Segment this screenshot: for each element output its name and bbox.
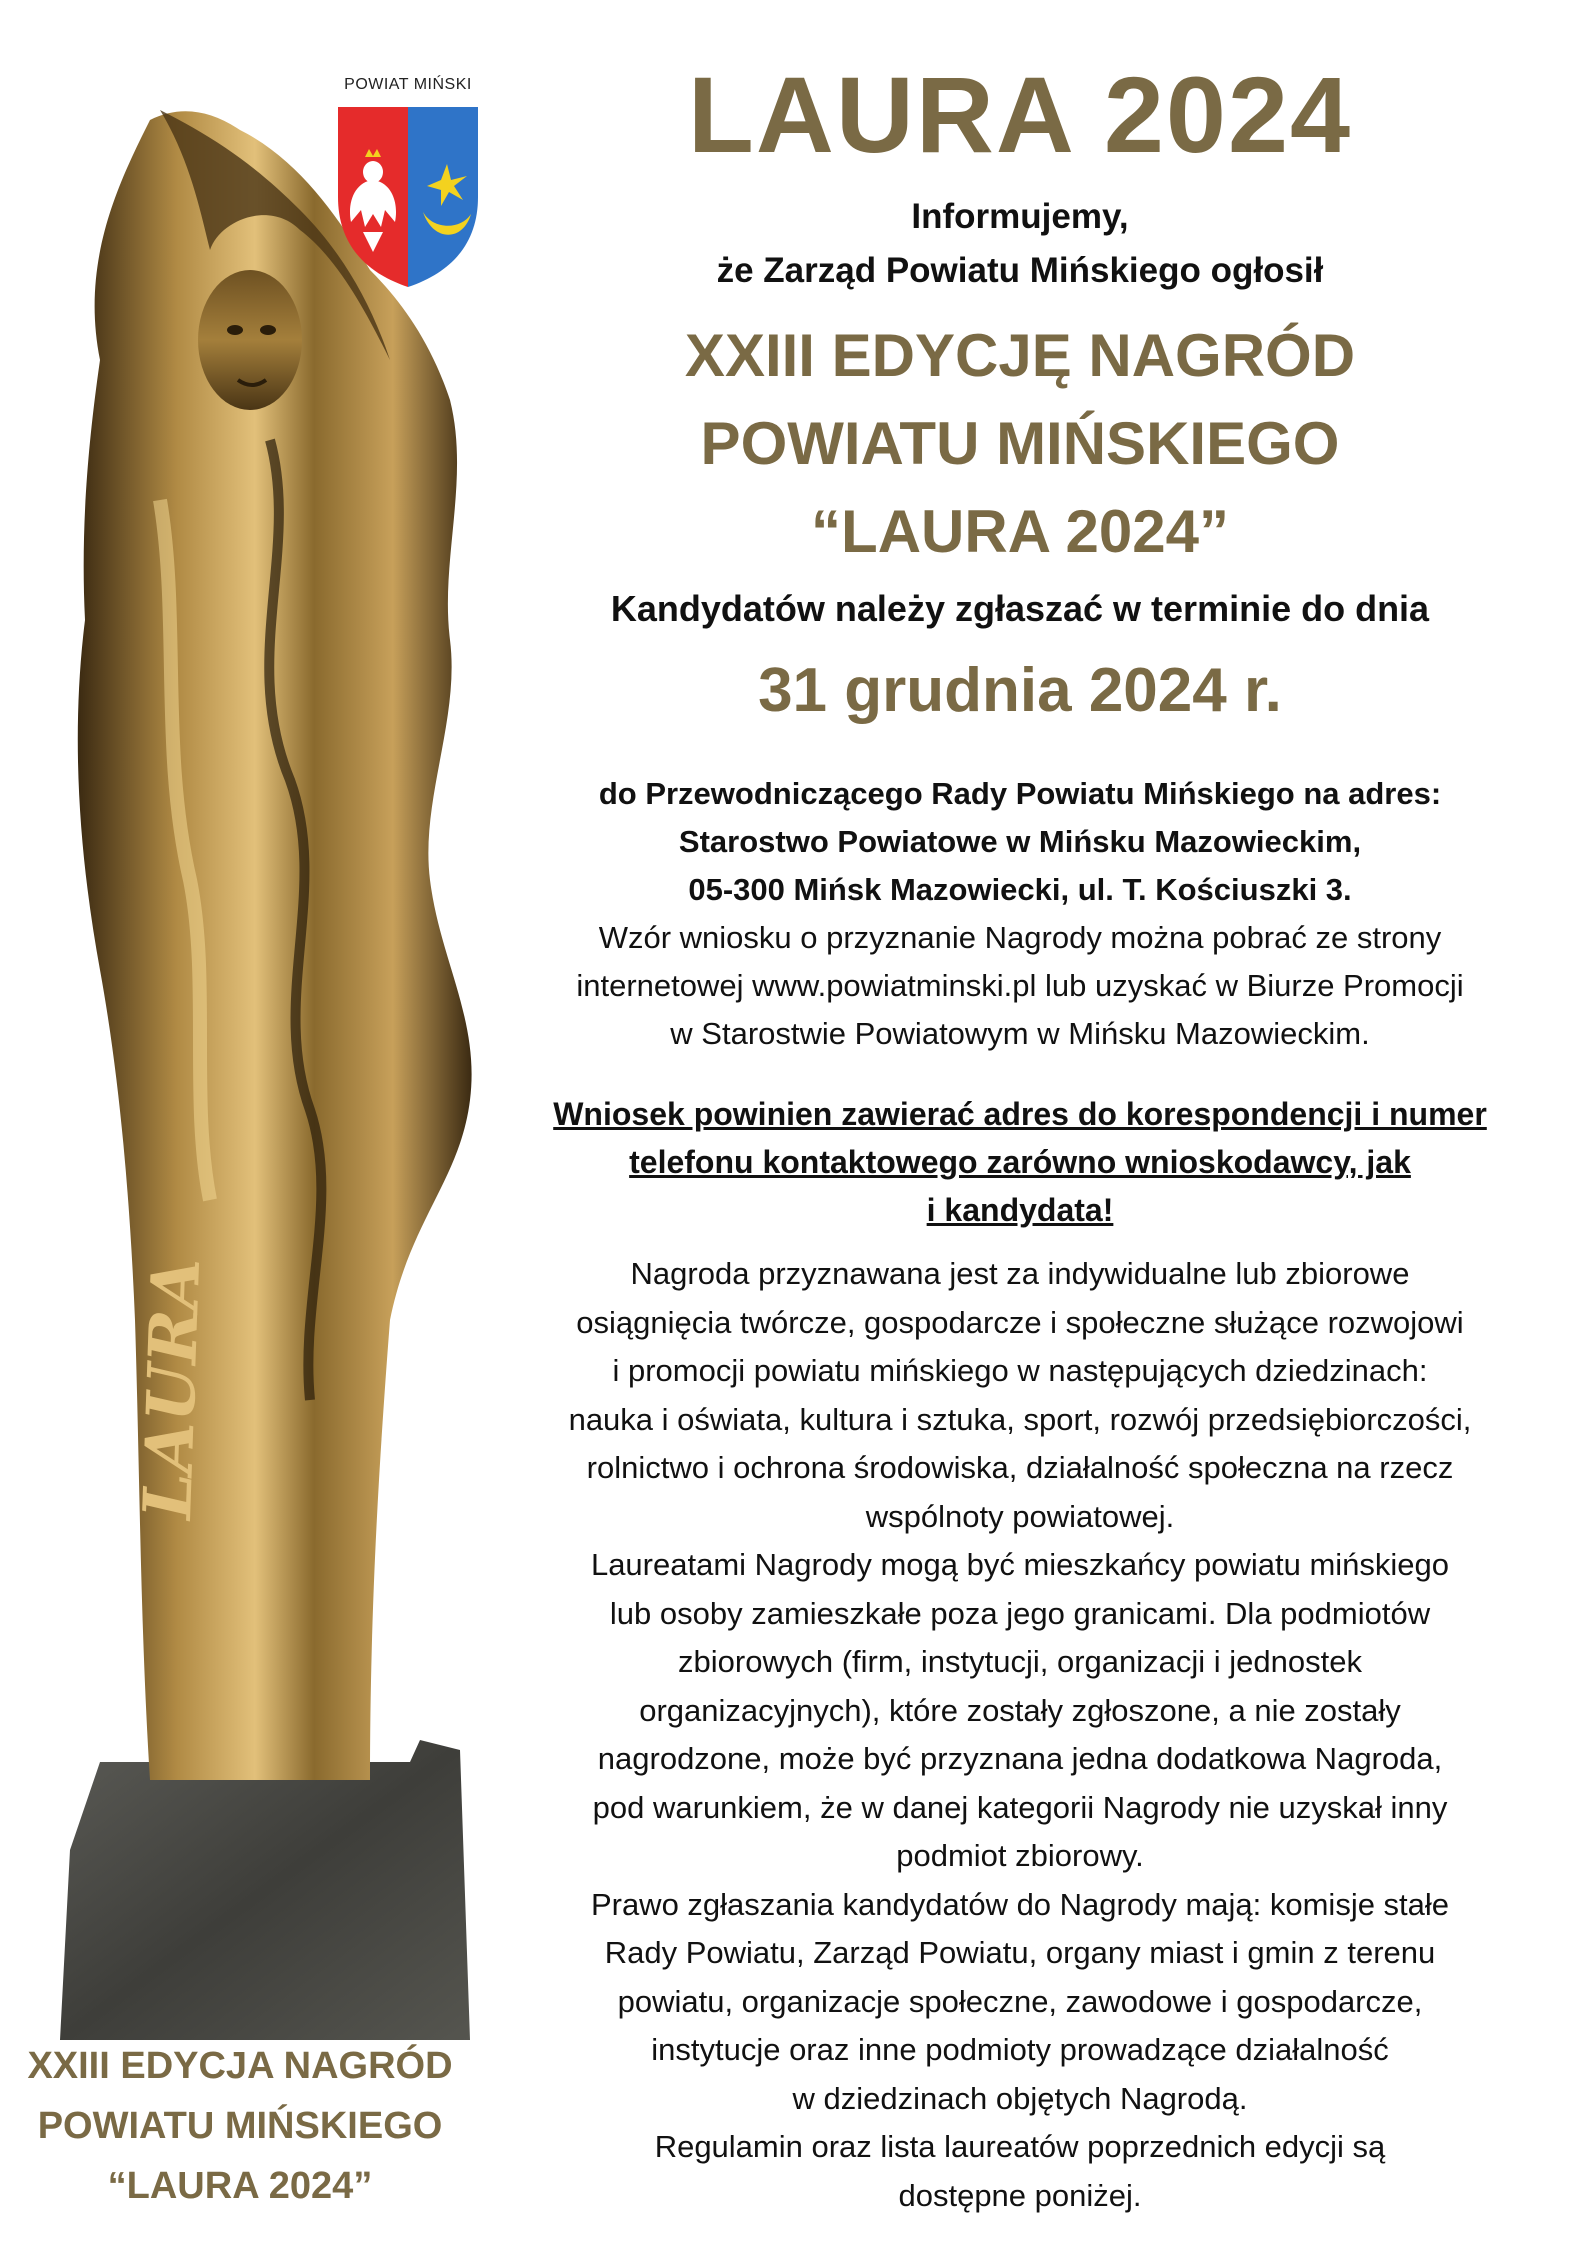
form-info-line: internetowej www.powiatminski.pl lub uzyskać w Biurze Promocji xyxy=(576,968,1464,1003)
body-line: Nagroda przyznawana jest za indywidualne lub zbiorowe xyxy=(630,1256,1410,1291)
body-line: organizacyjnych), które zostały zgłoszone, a nie zostały xyxy=(639,1692,1401,1728)
body-line: i promocji powiatu mińskiego w następujących dziedzinach: xyxy=(612,1353,1428,1388)
warning-line: i kandydata! xyxy=(926,1192,1114,1228)
intro-line: Informujemy, xyxy=(911,197,1129,236)
address-line: Starostwo Powiatowe w Mińsku Mazowieckim, xyxy=(678,824,1362,859)
edition-line: “LAURA 2024” xyxy=(811,498,1229,565)
edition-line: XXIII EDYCJĘ NAGRÓD xyxy=(684,322,1356,389)
statue-engraving: LAURA xyxy=(128,1256,216,1521)
caption-line: POWIATU MIŃSKIEGO xyxy=(37,2105,443,2147)
body-line: podmiot zbiorowy. xyxy=(896,1838,1144,1873)
statue-caption xyxy=(0,2036,480,2216)
body-line: instytucje oraz inne podmioty prowadzące działalność xyxy=(651,2032,1389,2067)
body-line: zbiorowych (firm, instytucji, organizacji i jednostek xyxy=(678,1644,1362,1679)
intro-line: że Zarząd Powiatu Mińskiego ogłosił xyxy=(716,251,1324,290)
body-line: nagrodzone, może być przyznana jedna dodatkowa Nagroda, xyxy=(597,1741,1443,1776)
body-line: Laureatami Nagrody mogą być mieszkańcy powiatu mińskiego xyxy=(590,1547,1450,1582)
body-line: Rady Powiatu, Zarząd Powiatu, organy miast i gmin z terenu xyxy=(604,1935,1436,1970)
coat-of-arms-icon xyxy=(333,102,483,292)
body-line: powiatu, organizacje społeczne, zawodowe i gospodarcze, xyxy=(617,1983,1423,2019)
coat-of-arms xyxy=(328,76,488,276)
coat-of-arms-label: POWIAT MIŃSKI xyxy=(344,76,472,93)
deadline-date: 31 grudnia 2024 r. xyxy=(758,656,1282,725)
body-line: w dziedzinach objętych Nagrodą. xyxy=(792,2080,1248,2116)
warning-line: Wniosek powinien zawierać adres do korespondencji i numer xyxy=(553,1096,1487,1132)
edition-heading xyxy=(470,312,1570,576)
intro xyxy=(470,190,1570,298)
body-line: dostępne poniżej. xyxy=(898,2177,1142,2213)
address-line: 05-300 Mińsk Mazowiecki, ul. T. Kościuszki 3. xyxy=(688,872,1352,907)
page-title: LAURA 2024 xyxy=(687,54,1353,175)
body-line: rolnictwo i ochrona środowiska, działalność społeczna na rzecz xyxy=(586,1450,1454,1485)
address xyxy=(470,770,1570,914)
body-line: Prawo zgłaszania kandydatów do Nagrody mają: komisje stałe xyxy=(590,1886,1450,1922)
form-info-line: w Starostwie Powiatowym w Mińsku Mazowieckim. xyxy=(670,1016,1370,1051)
address-line: do Przewodniczącego Rady Powiatu Mińskiego na adres: xyxy=(598,776,1442,811)
body-line: lub osoby zamieszkałe poza jego granicami. Dla podmiotów xyxy=(609,1595,1431,1631)
body-line: wspólnoty powiatowej. xyxy=(865,1498,1175,1534)
deadline-lead: Kandydatów należy zgłaszać w terminie do dnia xyxy=(610,588,1430,629)
body-line: nauka i oświata, kultura i sztuka, sport, rozwój przedsiębiorczości, xyxy=(568,1401,1472,1437)
regulations-text xyxy=(470,1250,1570,2220)
body-line: Regulamin oraz lista laureatów poprzednich edycji są xyxy=(654,2129,1386,2164)
caption-line: “LAURA 2024” xyxy=(107,2165,373,2207)
form-info xyxy=(470,914,1570,1058)
form-info-line: Wzór wniosku o przyznanie Nagrody można pobrać ze strony xyxy=(598,920,1442,955)
caption-line: XXIII EDYCJA NAGRÓD xyxy=(27,2045,453,2087)
body-line: osiągnięcia twórcze, gospodarcze i społeczne służące rozwojowi xyxy=(576,1304,1464,1340)
warning-line: telefonu kontaktowego zarówno wnioskodawcy, jak xyxy=(629,1144,1411,1180)
edition-line: POWIATU MIŃSKIEGO xyxy=(700,410,1340,477)
body-line: pod warunkiem, że w danej kategorii Nagrody nie uzyskał inny xyxy=(592,1789,1448,1825)
warning-notice xyxy=(470,1090,1570,1234)
